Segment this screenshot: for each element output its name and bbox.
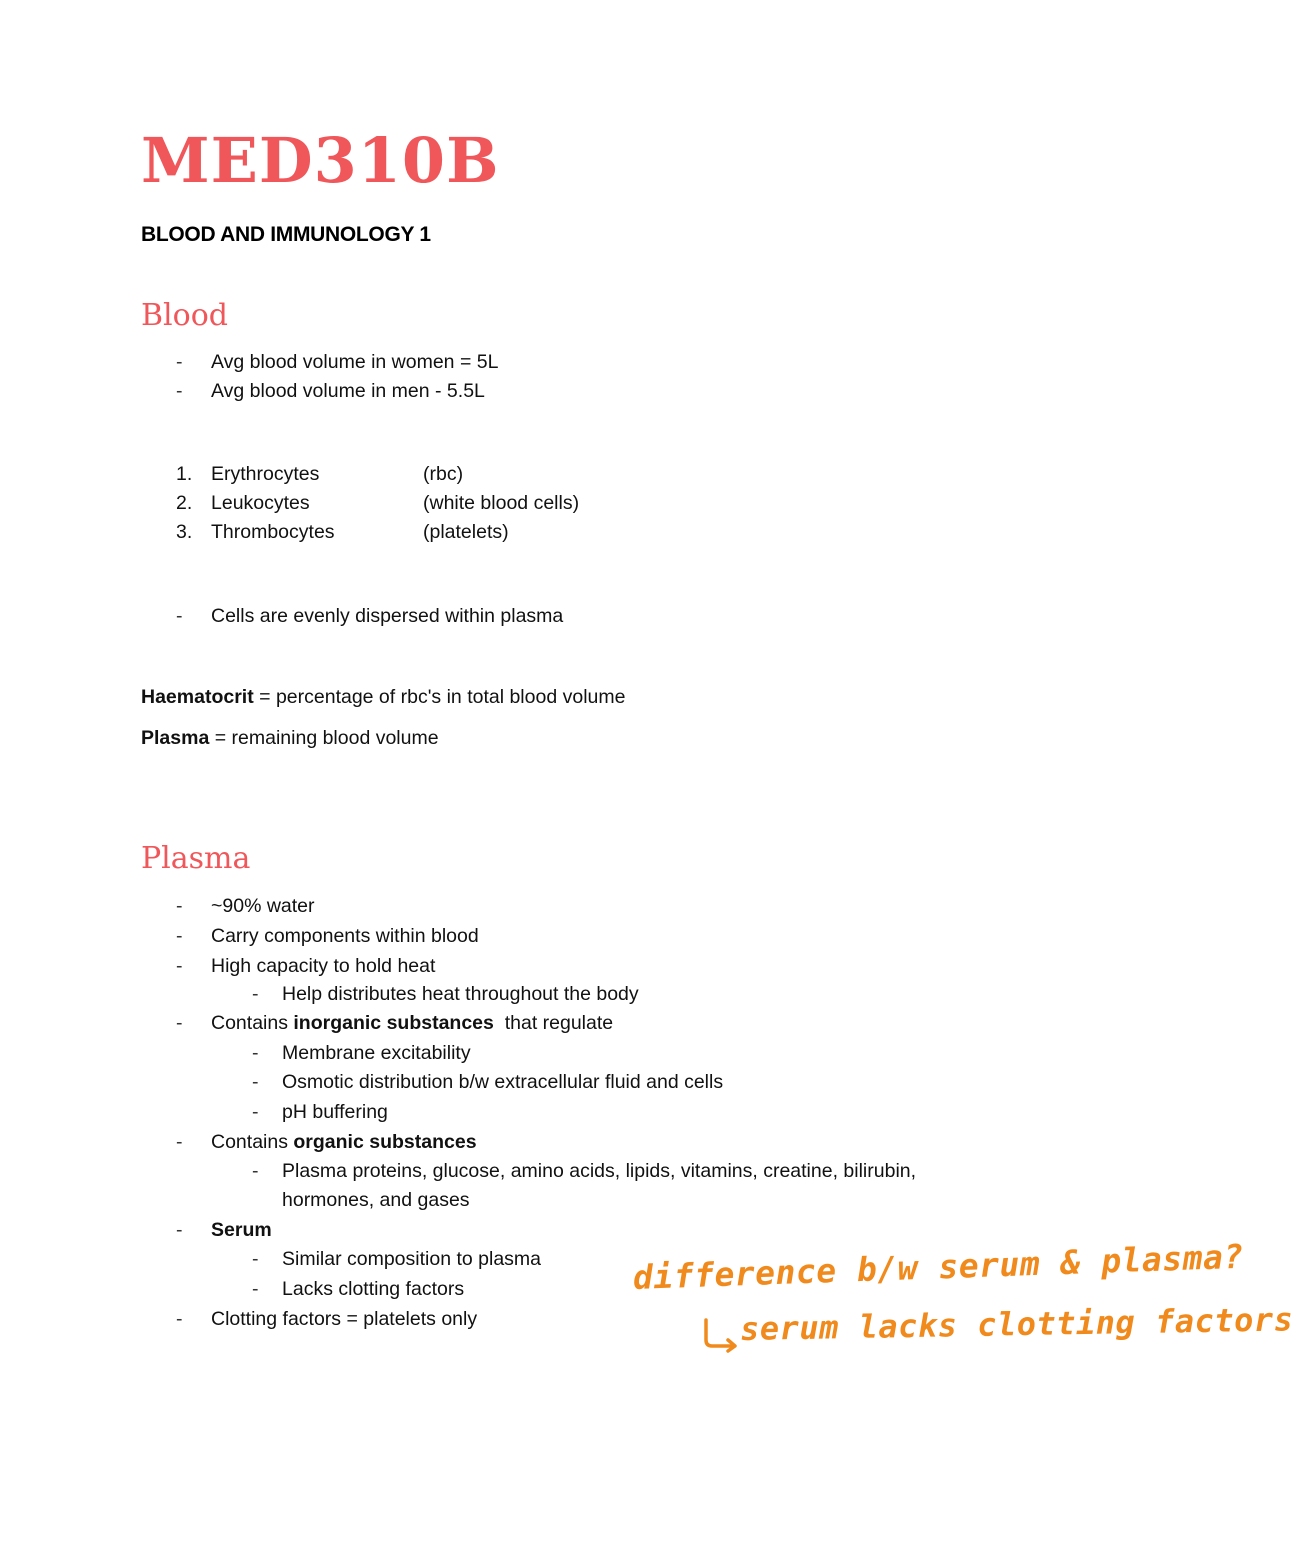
bullet-dash: - — [252, 1042, 259, 1064]
arrow-icon — [700, 1318, 740, 1354]
list-number: 1. — [176, 463, 193, 485]
list-item: High capacity to hold heat — [211, 955, 436, 977]
bullet-dash: - — [176, 351, 183, 373]
bullet-dash: - — [176, 895, 183, 917]
bullet-dash: - — [176, 925, 183, 947]
definition-plasma — [141, 727, 439, 750]
list-item — [211, 1131, 477, 1154]
cell-type-desc: (platelets) — [423, 521, 509, 543]
list-item: ~90% water — [211, 895, 315, 917]
cell-type-desc: (rbc) — [423, 463, 464, 485]
document-subtitle: BLOOD AND IMMUNOLOGY 1 — [141, 223, 431, 246]
bullet-dash: - — [252, 1071, 259, 1093]
list-item — [211, 1012, 613, 1035]
list-number: 3. — [176, 521, 193, 543]
list-subitem: Osmotic distribution b/w extracellular fluid and cells — [282, 1071, 724, 1093]
bullet-dash: - — [176, 380, 183, 402]
cell-type-name: Erythrocytes — [211, 463, 320, 485]
bullet-dash: - — [252, 983, 259, 1005]
bullet-dash: - — [252, 1278, 259, 1300]
list-subitem: pH buffering — [282, 1101, 388, 1123]
definition-text: = remaining blood volume — [209, 727, 439, 749]
list-item: Cells are evenly dispersed within plasma — [211, 605, 564, 627]
section-heading-blood: Blood — [141, 298, 228, 333]
bold-text: organic substances — [293, 1131, 477, 1153]
list-subitem-continued: hormones, and gases — [282, 1189, 470, 1211]
text: Contains — [211, 1131, 294, 1153]
bullet-dash: - — [252, 1101, 259, 1123]
list-subitem: Plasma proteins, glucose, amino acids, lipids, vitamins, creatine, bilirubin, — [282, 1160, 917, 1182]
list-item: Avg blood volume in men - 5.5L — [211, 380, 485, 402]
cell-type-name: Thrombocytes — [211, 521, 335, 543]
term: Plasma — [141, 727, 210, 749]
list-item: Avg blood volume in women = 5L — [211, 351, 499, 373]
bullet-dash: - — [176, 1308, 183, 1330]
term: Haematocrit — [141, 686, 254, 708]
bullet-dash: - — [176, 955, 183, 977]
text: Contains — [211, 1012, 294, 1034]
list-subitem: Similar composition to plasma — [282, 1248, 542, 1270]
text: that regulate — [493, 1012, 614, 1034]
list-item: Clotting factors = platelets only — [211, 1308, 478, 1330]
bold-text: inorganic substances — [293, 1012, 494, 1034]
course-code-title: MED310B — [141, 124, 500, 197]
bullet-dash: - — [176, 1219, 183, 1241]
list-subitem: Membrane excitability — [282, 1042, 471, 1064]
list-number: 2. — [176, 492, 193, 514]
list-subitem: Help distributes heat throughout the body — [282, 983, 639, 1005]
handwritten-note-question: difference b/w serum & plasma? — [632, 1236, 1245, 1297]
list-item: Carry components within blood — [211, 925, 479, 947]
definition-text: = percentage of rbc's in total blood volume — [253, 686, 626, 708]
handwritten-note-answer: serum lacks clotting factors — [739, 1300, 1294, 1348]
section-heading-plasma: Plasma — [141, 841, 251, 876]
list-subitem: Lacks clotting factors — [282, 1278, 465, 1300]
bullet-dash: - — [176, 1131, 183, 1153]
bullet-dash: - — [176, 605, 183, 627]
cell-type-desc: (white blood cells) — [423, 492, 580, 514]
bullet-dash: - — [176, 1012, 183, 1034]
bullet-dash: - — [252, 1160, 259, 1182]
list-item: Serum — [211, 1219, 272, 1241]
cell-type-name: Leukocytes — [211, 492, 310, 514]
definition-haematocrit — [141, 686, 625, 709]
bullet-dash: - — [252, 1248, 259, 1270]
